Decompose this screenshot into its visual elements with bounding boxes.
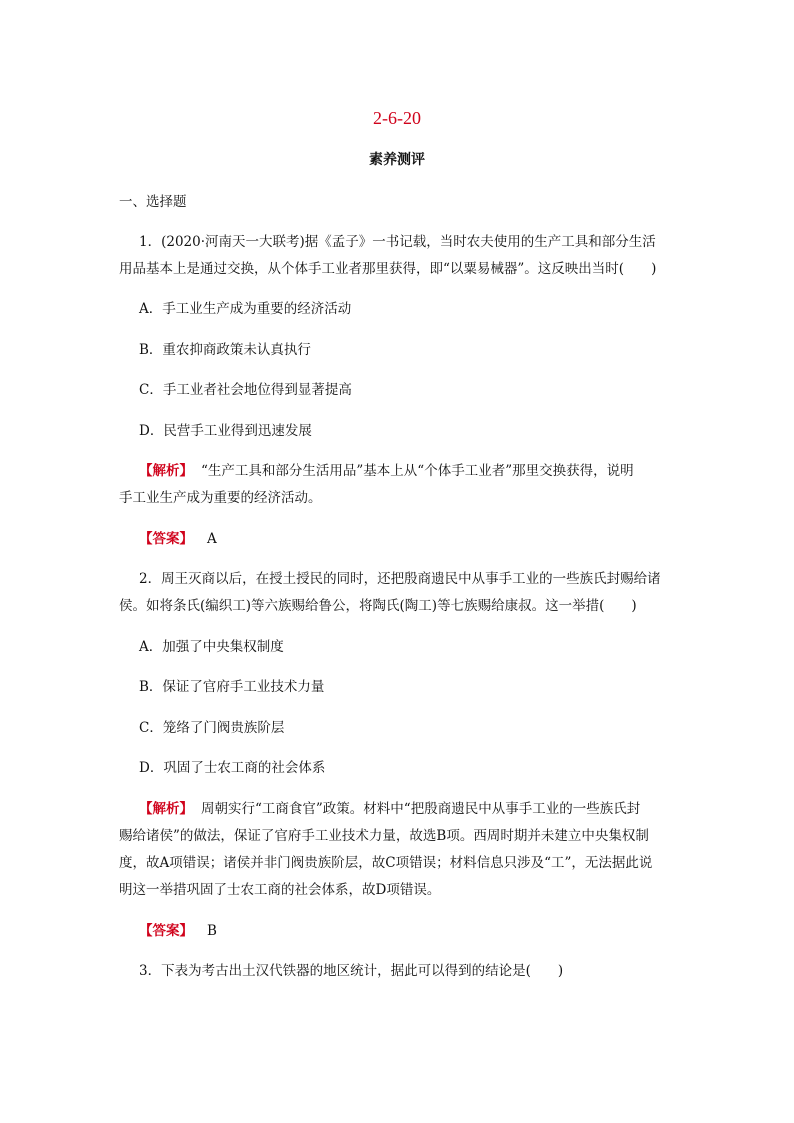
q2-analysis-line-3: 度，故A项错误；诸侯并非门阀贵族阶层，故C项错误；材料信息只涉及“工”，无法据此说 [119, 855, 653, 871]
q2-analysis-text: 周朝实行“工商食官”政策。材料中“把殷商遗民中从事手工业的一些族氏封 [201, 801, 641, 817]
q1-analysis-text: “生产工具和部分生活用品”基本上从“个体手工业者”那里交换获得，说明 [201, 463, 634, 479]
q1-analysis-line-2: 手工业生产成为重要的经济活动。 [119, 490, 322, 506]
answer-tag: 【答案】 [139, 531, 193, 547]
q1-option-a: A．手工业生产成为重要的经济活动 [139, 301, 352, 317]
q1-answer [139, 529, 217, 549]
q2-stem-line-1: 2．周王灭商以后，在授土授民的同时，还把殷商遗民中从事手工业的一些族氏封赐给诸 [139, 571, 661, 587]
q2-option-c: C．笼络了门阀贵族阶层 [139, 720, 285, 736]
q2-analysis-line-1 [139, 799, 640, 819]
analysis-tag: 【解析】 [139, 463, 193, 479]
q1-analysis-line-1 [139, 461, 634, 481]
q2-analysis-line-4: 明这一举措巩固了士农工商的社会体系，故D项错误。 [119, 882, 441, 898]
analysis-tag: 【解析】 [139, 801, 193, 817]
q1-option-d: D．民营手工业得到迅速发展 [139, 423, 312, 439]
q1-answer-value: A [207, 531, 217, 547]
q2-option-d: D．巩固了士农工商的社会体系 [139, 760, 326, 776]
section-heading: 一、选择题 [119, 194, 187, 210]
page-title: 素养测评 [369, 152, 425, 168]
q2-answer [139, 921, 217, 941]
answer-tag: 【答案】 [139, 923, 193, 939]
q2-answer-value: B [207, 923, 217, 939]
q3-stem-line-1: 3．下表为考古出土汉代铁器的地区统计，据此可以得到的结论是( ) [139, 963, 564, 979]
q2-stem-line-2: 侯。如将条氏(编织工)等六族赐给鲁公，将陶氏(陶工)等七族赐给康叔。这一举措( ) [119, 598, 637, 614]
q2-option-b: B．保证了官府手工业技术力量 [139, 679, 325, 695]
q1-option-b: B．重农抑商政策未认真执行 [139, 342, 311, 358]
q1-stem-line-2: 用品基本上是通过交换，从个体手工业者那里获得，即“以粟易械器”。这反映出当时( ) [119, 261, 657, 277]
document-code: 2-6-20 [373, 108, 421, 128]
q1-option-c: C．手工业者社会地位得到显著提高 [139, 382, 352, 398]
q1-stem-line-1: 1．(2020·河南天一大联考)据《孟子》一书记载，当时农夫使用的生产工具和部分生活 [139, 234, 656, 250]
q2-option-a: A．加强了中央集权制度 [139, 639, 284, 655]
q2-analysis-line-2: 赐给诸侯”的做法，保证了官府手工业技术力量，故选B项。西周时期并未建立中央集权制 [119, 828, 649, 844]
